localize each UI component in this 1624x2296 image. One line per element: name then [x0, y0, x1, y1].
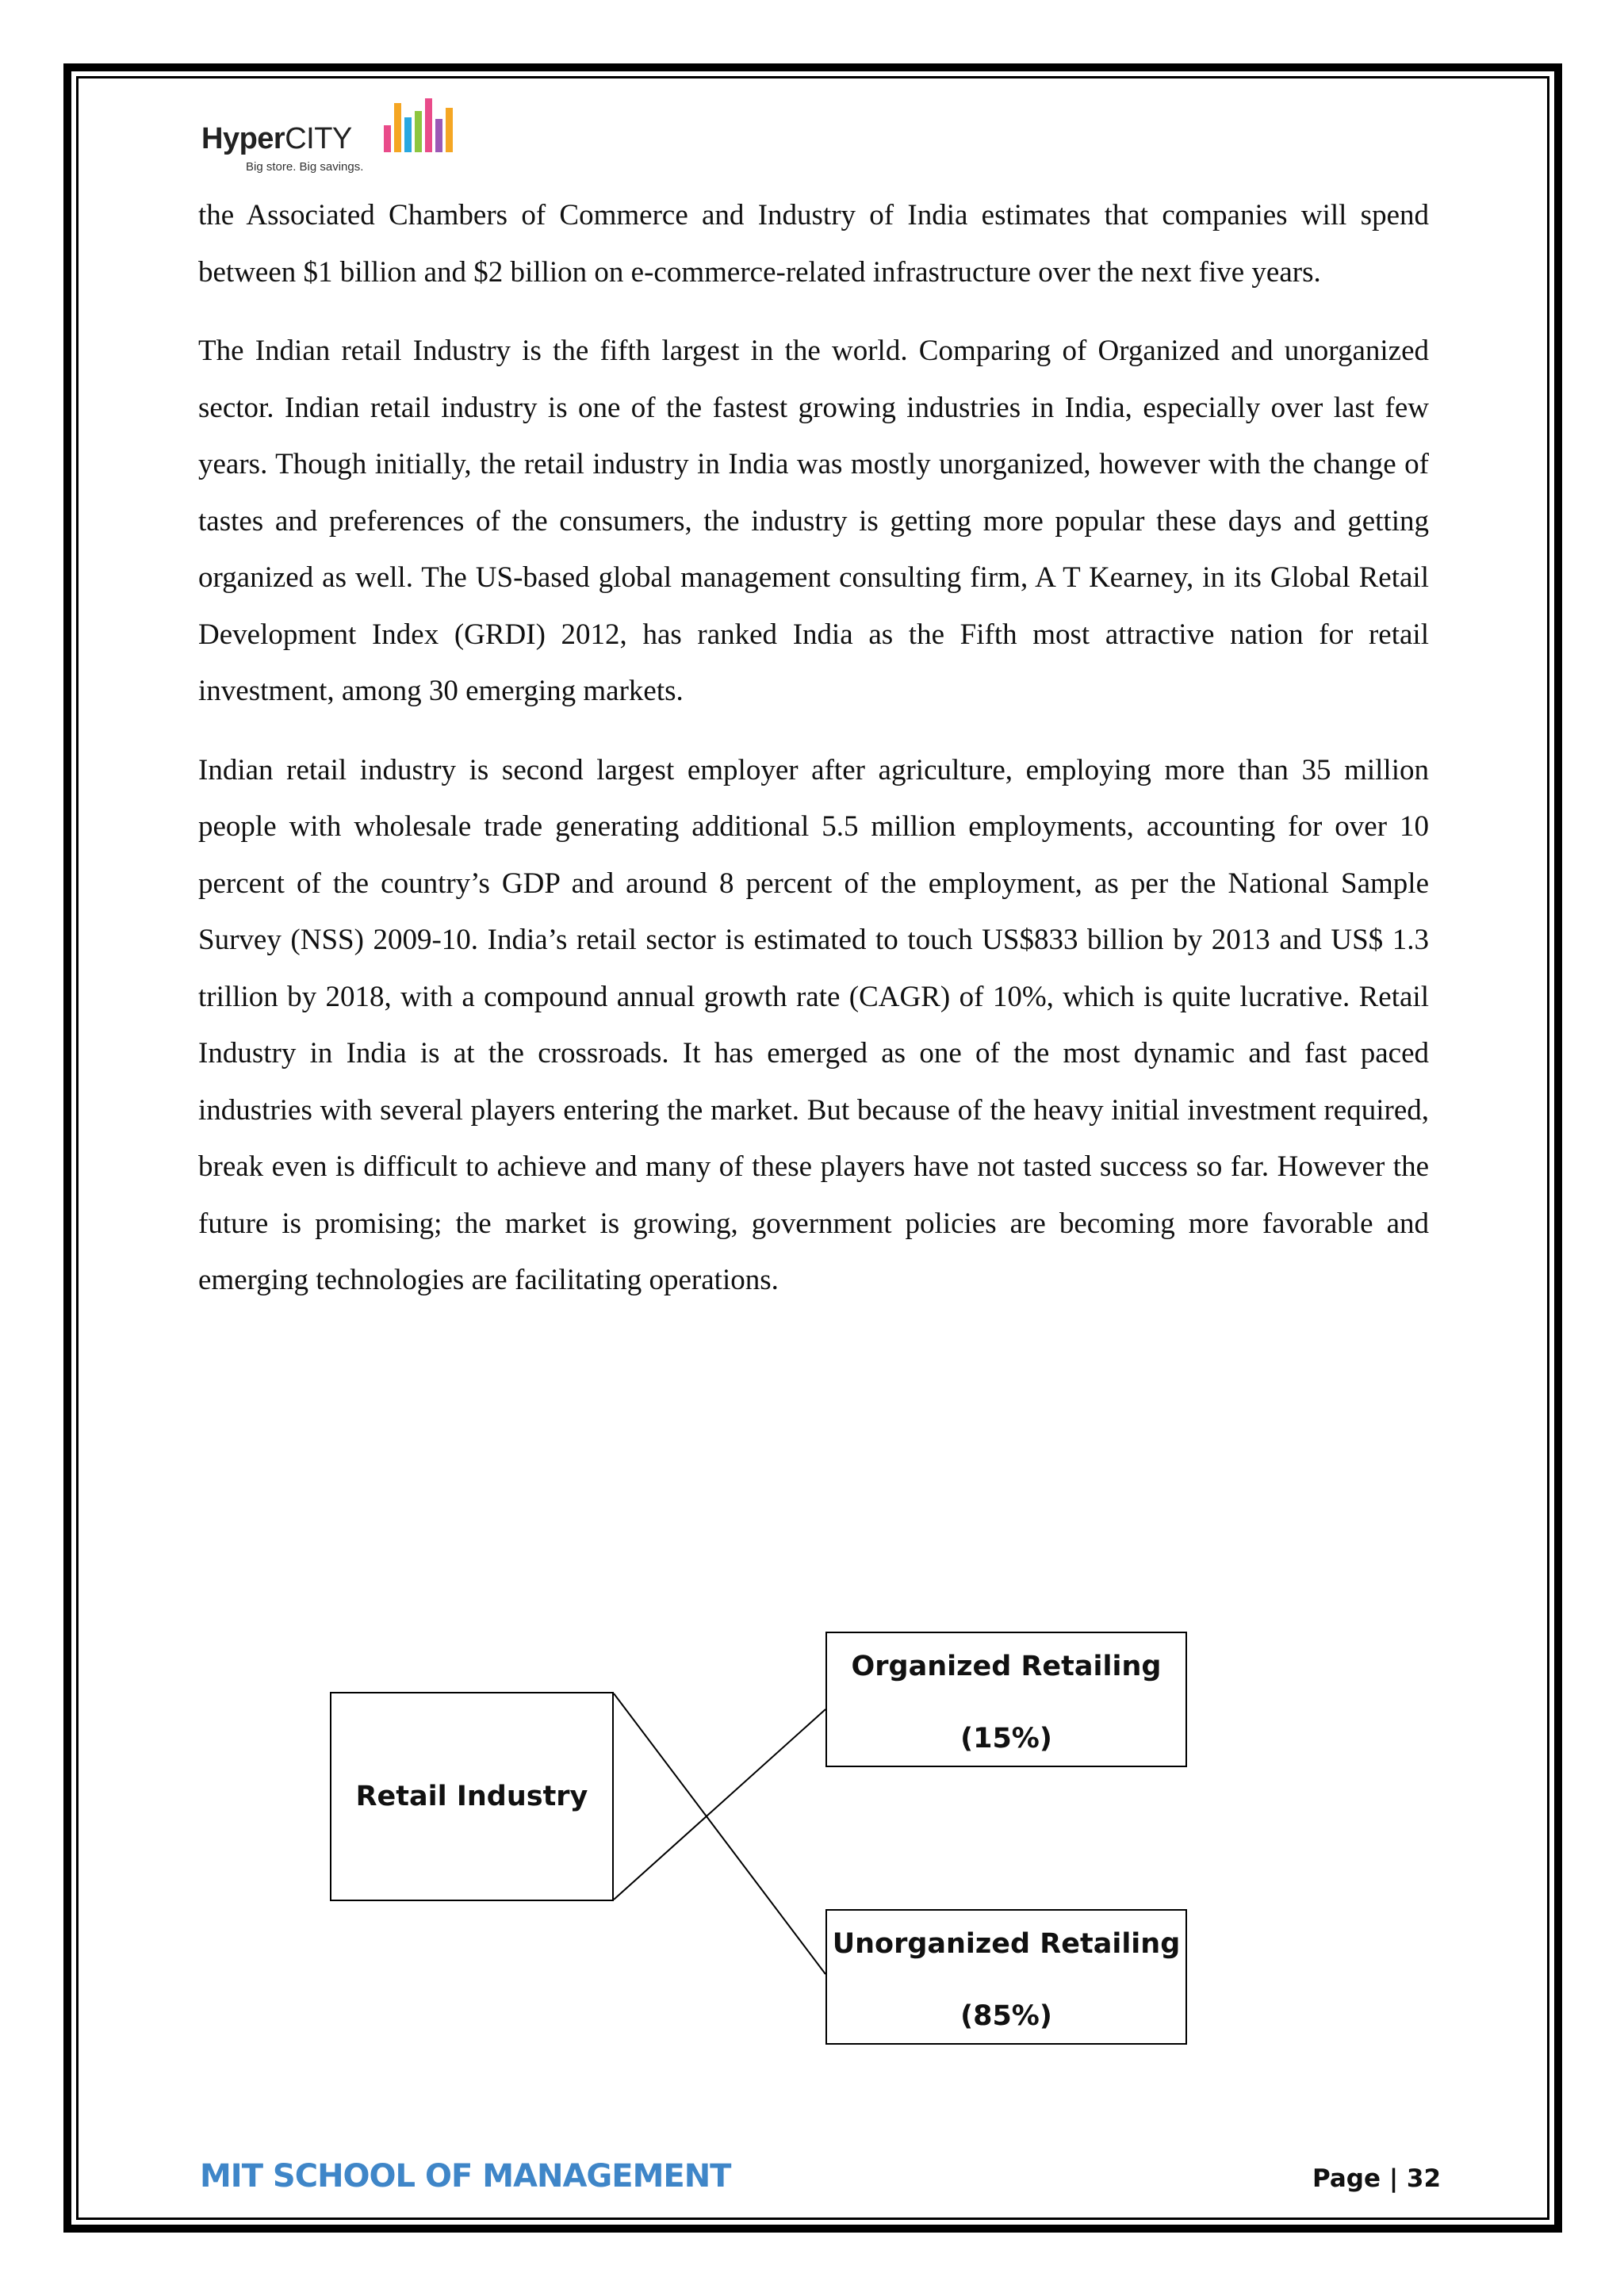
- logo-bar: [446, 108, 453, 152]
- logo-brand-bold: Hyper: [201, 122, 285, 155]
- paragraph: Indian retail industry is second largest employer after agriculture, employing more than 35 million people with wholesale trade generating additional 5.5 million employments, accounting for over 10 percent of the country’s GDP and around 8 percent of the employment, as per the National Sample Survey (NSS) 2009-10. India’s retail sector is estimated to touch US$833 billion by 2013 and US$ 1.3 trillion by 2018, with a compound annual growth rate (CAGR) of 10%, which is quite lucrative. Retail Industry in India is at the crossroads. It has emerged as one of the most dynamic and fast paced industries with several players entering the market. But because of the heavy initial investment required, break even is difficult to achieve and many of these players have not tasted success so far. However the future is promising; the market is growing, government policies are becoming more favorable and emerging technologies are facilitating operations.: [198, 753, 1429, 1296]
- logo-bar: [425, 98, 432, 152]
- retail-industry-box: [330, 1692, 614, 1901]
- logo-bars-icon: [382, 95, 455, 152]
- organized-retailing-label: Organized Retailing: [851, 1651, 1162, 1682]
- hypercity-logo: [201, 95, 455, 174]
- unorganized-retailing-share: (85%): [960, 2000, 1052, 2032]
- logo-brand-light: CITY: [285, 122, 352, 155]
- logo-bar: [435, 119, 442, 152]
- unorganized-retailing-label: Unorganized Retailing: [832, 1928, 1181, 1960]
- footer-page-number: Page | 32: [1312, 2164, 1442, 2193]
- logo-tagline: Big store. Big savings.: [246, 160, 364, 174]
- paragraph: the Associated Chambers of Commerce and Industry of India estimates that companies will spend between $1 billion and $2 billion on e-commerce-related infrastructure over the next five years.: [198, 199, 1429, 289]
- paragraph: The Indian retail Industry is the fifth largest in the world. Comparing of Organized and unorganized sector. Indian retail industry is one of the fastest growing industries in India, especially over last few years. Though initially, the retail industry in India was mostly unorganized, however with the change of tastes and preferences of the consumers, the industry is getting more popular these days and getting organized as well. The US-based global management consulting firm, A T Kearney, in its Global Retail Development Index (GRDI) 2012, has ranked India as the Fifth most attractive nation for retail investment, among 30 emerging markets.: [198, 335, 1429, 707]
- logo-bar: [394, 103, 401, 152]
- logo-bar: [404, 117, 412, 152]
- logo-bar: [384, 125, 391, 152]
- logo-bar: [415, 111, 422, 152]
- organized-retailing-share: (15%): [960, 1723, 1052, 1755]
- organized-retailing-box: [825, 1632, 1187, 1767]
- logo-wordmark: [201, 122, 352, 156]
- unorganized-retailing-box: [825, 1909, 1187, 2045]
- footer-school-name: MIT SCHOOL OF MANAGEMENT: [200, 2158, 731, 2195]
- retail-industry-label: Retail Industry: [355, 1781, 588, 1812]
- body-text: [198, 187, 1429, 1331]
